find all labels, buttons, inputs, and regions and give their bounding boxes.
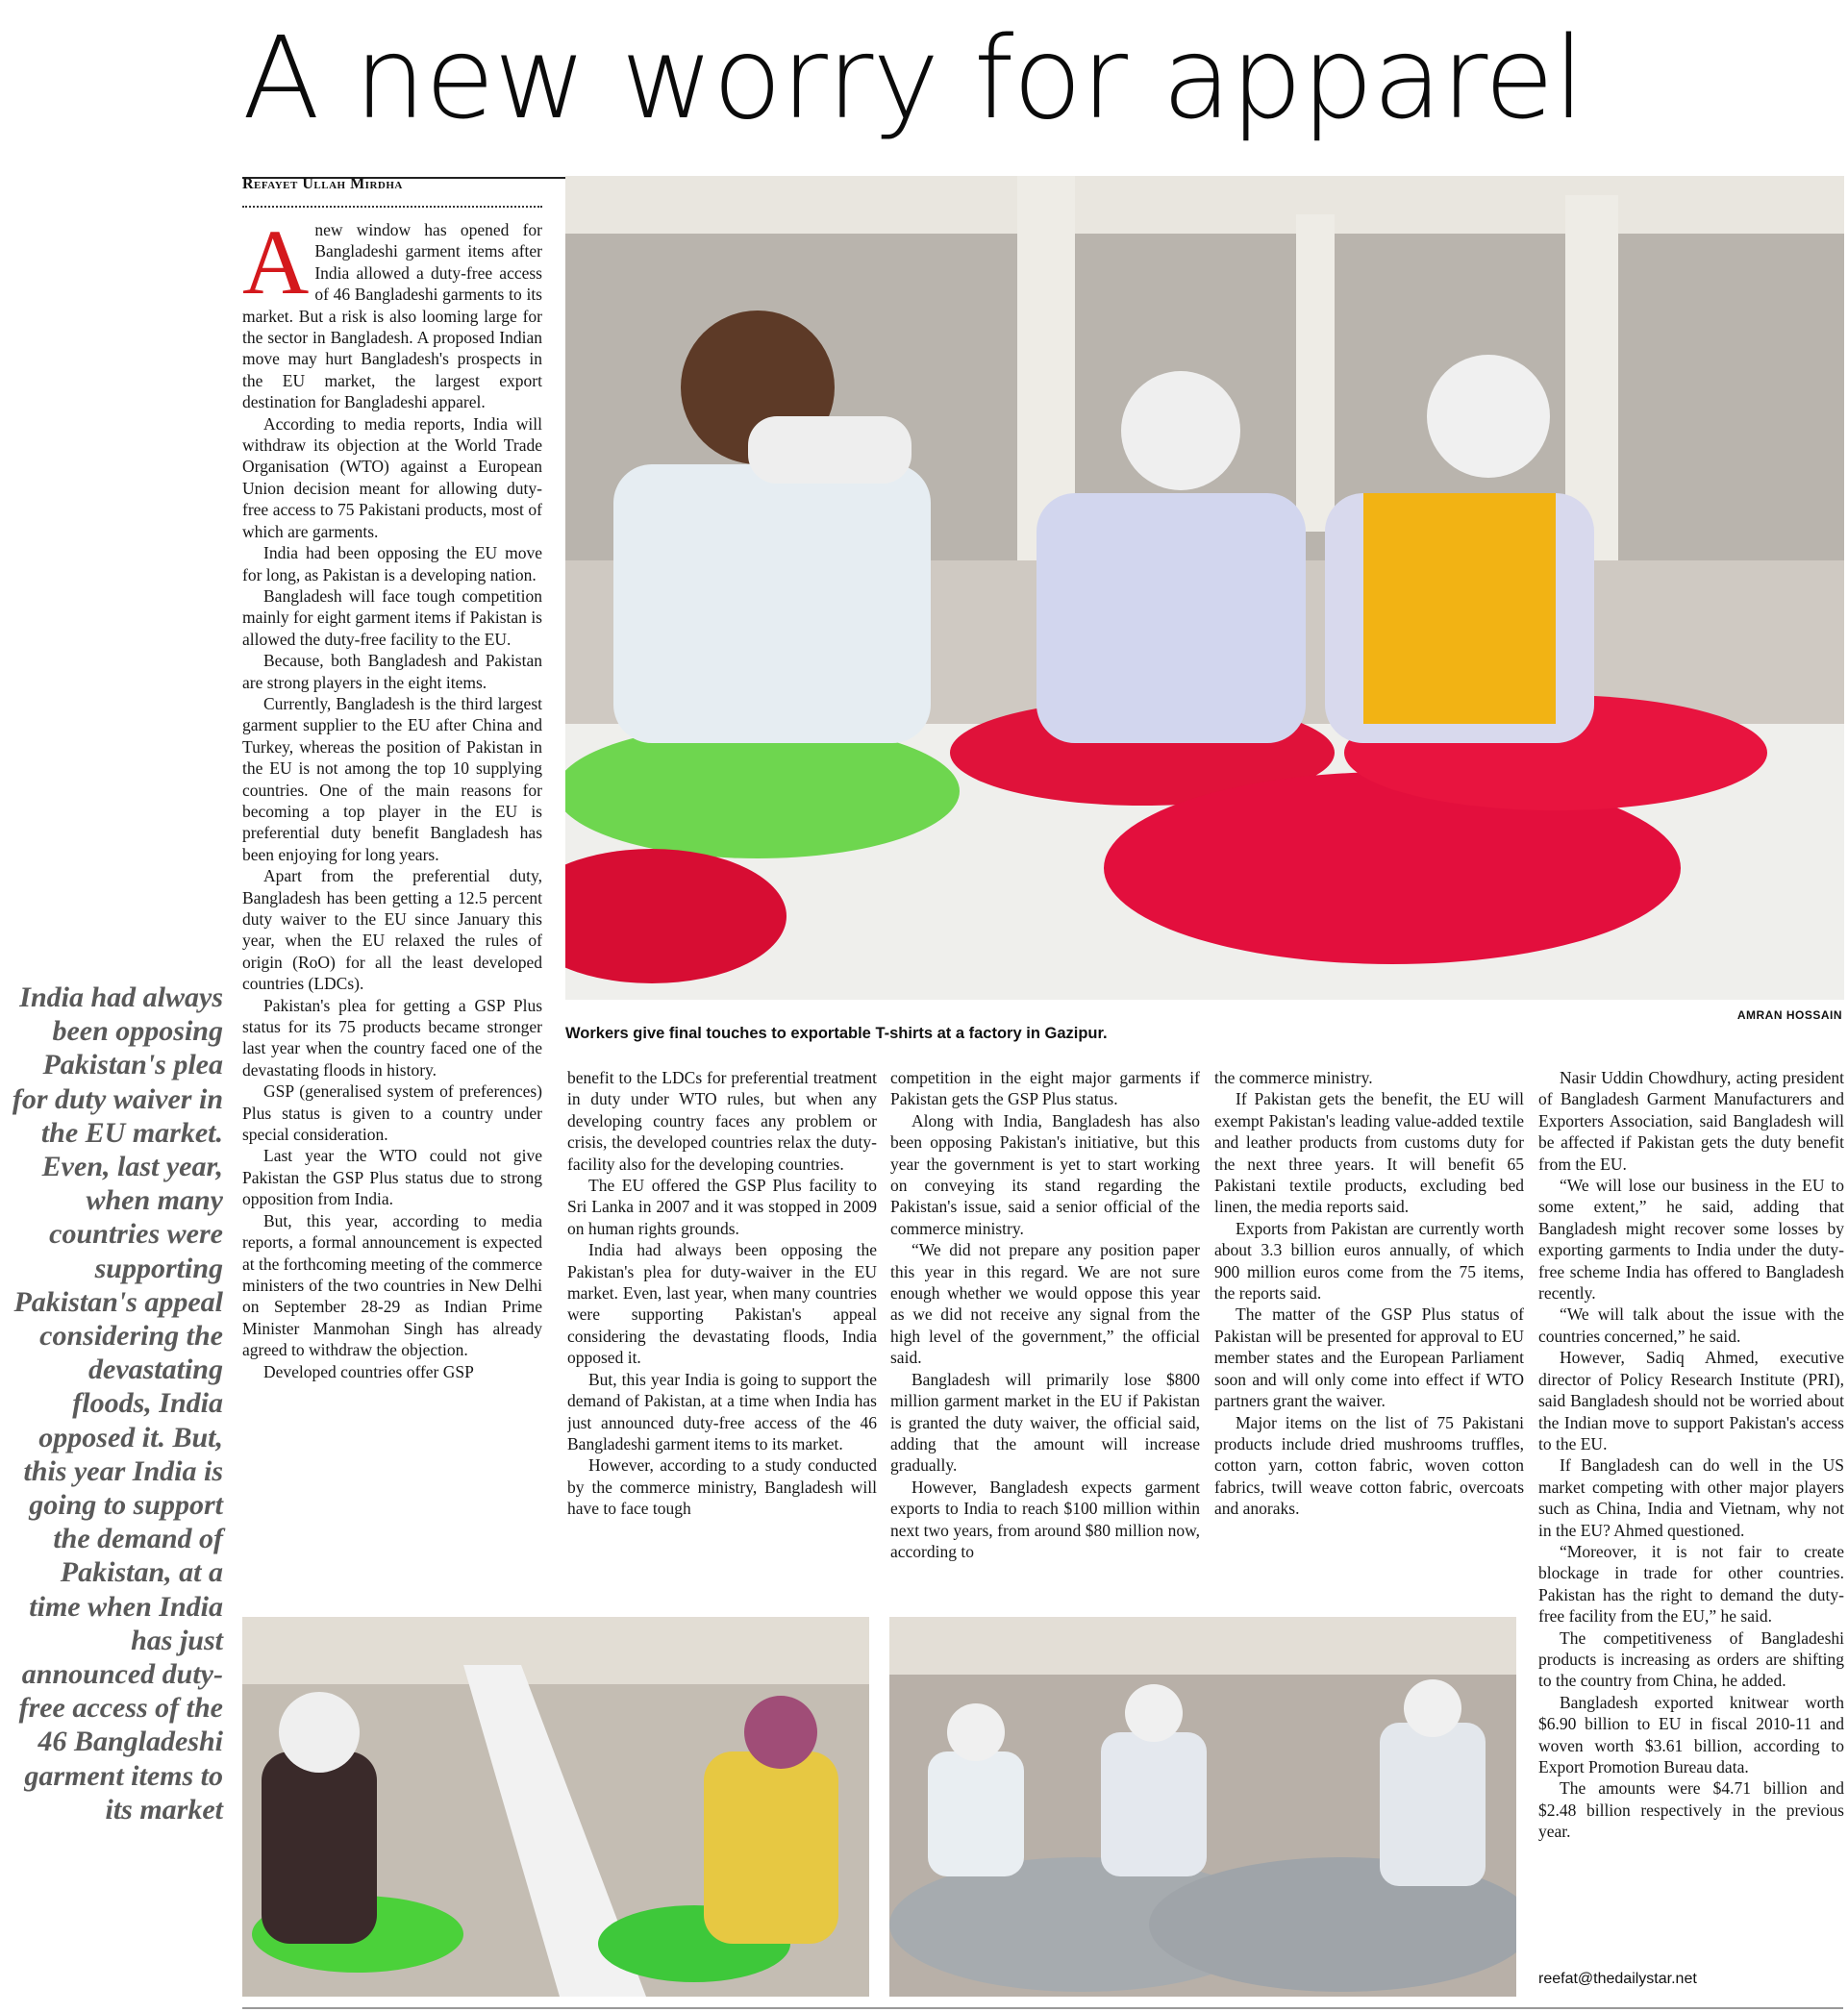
byline-dotted-rule (242, 206, 542, 208)
column-1-paragraph: GSP (generalised system of preferences) Plus status is given to a country under special consideration. (242, 1081, 542, 1145)
column-4-paragraphs (1214, 1067, 1524, 1520)
column-5-paragraph: If Bangladesh can do well in the US market competing with other major players such as China, India and Vietnam, why not in the EU? Ahmed questioned. (1538, 1455, 1844, 1540)
lead-text: new window has opened for Bangladeshi garment items after India allowed a duty-free access of 46 Bangladeshi garments to its market. But a risk is also looming large for the sector in Bangladesh. A proposed Indian move may hurt Bangladesh's prospects in the EU market, the largest export destination for Bangladeshi apparel. (242, 220, 542, 412)
column-1-paragraph: Currently, Bangladesh is the third largest garment supplier to the EU after China and Turkey, whereas the position of Pakistan in the EU is not among the top 10 supplying countries. One of the main reasons for becoming a top player in the EU is preferential duty benefit Bangladesh has been enjoying for long years. (242, 693, 542, 864)
column-4-paragraph: the commerce ministry. (1214, 1068, 1373, 1087)
column-3-paragraph: competition in the eight major garments if Pakistan gets the GSP Plus status. (890, 1068, 1200, 1109)
column-5-paragraph: “We will talk about the issue with the countries concerned,” he said. (1538, 1304, 1844, 1346)
column-2-paragraph: benefit to the LDCs for preferential treatment in duty under WTO rules, but when any developing country faces any problem or crisis, the developed countries relax the duty-facility also for the developing countries. (567, 1068, 877, 1174)
column-3-paragraphs (890, 1067, 1200, 1562)
column-5-paragraph: Bangladesh exported knitwear worth $6.90 billion to EU in fiscal 2010-11 and woven worth $3.61 billion, according to Export Promotion Bureau data. (1538, 1692, 1844, 1776)
column-1-paragraph: Pakistan's plea for getting a GSP Plus status for its 75 products became stronger last year when the country faced one of the devastating floods in history. (242, 995, 542, 1080)
column-5-paragraphs (1538, 1067, 1844, 1843)
drop-cap: A (242, 219, 310, 313)
column-2-paragraph: However, according to a study conducted by the commerce ministry, Bangladesh will have to face tough (567, 1455, 877, 1519)
main-photo-factory-workers (565, 176, 1844, 1000)
photo-caption: Workers give final touches to exportable T-shirts at a factory in Gazipur. (565, 1025, 1108, 1042)
column-5-paragraph: “We will lose our business in the EU to some extent,” he said, adding that Bangladesh might recover some losses by exporting garments to India under the duty-free scheme India has offered to Bangladesh recently. (1538, 1176, 1844, 1304)
article-column-2 (567, 1067, 877, 1596)
bottom-right-photo-grey-shirts (889, 1617, 1516, 1997)
article-column-1 (242, 219, 542, 1596)
article-column-4 (1214, 1067, 1524, 1596)
column-4-paragraph: Exports from Pakistan are currently worth about 3.3 billion euros annually, of which 900 million euros come from the 75 items, the reports said. (1214, 1218, 1524, 1304)
column-4-paragraph: The matter of the GSP Plus status of Pakistan will be presented for approval to EU member states and the European Parliament soon and will only come into effect if WTO partners grant the waiver. (1214, 1304, 1524, 1411)
article-column-3 (890, 1067, 1200, 1596)
column-1-paragraph: Last year the WTO could not give Pakistan the GSP Plus status due to strong opposition from India. (242, 1146, 542, 1209)
column-5-paragraph: The competitiveness of Bangladeshi products is increasing as orders are shifting to the country from China, he added. (1538, 1627, 1844, 1691)
column-3-paragraph: Bangladesh will primarily lose $800 million garment market in the EU if Pakistan is granted the duty waiver, the official said, adding that the amount will increase gradually. (890, 1369, 1200, 1476)
column-3-paragraph: However, Bangladesh expects garment exports to India to reach $100 million within next two years, from around $80 million now, according to (890, 1477, 1200, 1561)
pull-quote: India had always been opposing Pakistan's plea for duty waiver in the EU market. Even, last year, when many countries were supporting Pakistan's appeal considering the devastating floods, India opposed it. But, this year India is going to support the demand of Pakistan, at a time when India has just announced duty-free access of the 46 Bangladeshi garment items to its market (12, 981, 223, 1826)
column-5-paragraph: The amounts were $4.71 billion and $2.48 billion respectively in the previous year. (1538, 1778, 1844, 1842)
column-1-paragraph: Developed countries offer GSP (263, 1361, 474, 1381)
column-2-paragraph: India had always been opposing the Pakistan's plea for duty-waiver in the EU market. Even, last year, when many countries were supporting Pakistan's appeal considering the devastating floods, India opposed it. (567, 1240, 877, 1368)
column-5-paragraph: Nasir Uddin Chowdhury, acting president of Bangladesh Garment Manufacturers and Exporters Association, said Bangladesh will be affected if Pakistan gets the duty benefit from the EU. (1538, 1068, 1844, 1174)
column-1-paragraphs (242, 413, 542, 1382)
headline: A new worry for apparel (242, 12, 1585, 144)
column-4-paragraph: Major items on the list of 75 Pakistani products include dried mushrooms truffles, cotton yarn, cotton fabric, woven cotton fabrics, twill weave cotton fabric, overcoats and anoraks. (1214, 1412, 1524, 1519)
column-3-paragraph: Along with India, Bangladesh has also been opposing Pakistan's initiative, but this year the government is yet to start working on conveying its stand regarding the Pakistan's issue, said a senior official of the commerce ministry. (890, 1110, 1200, 1238)
article-column-5 (1538, 1067, 1844, 1951)
column-5-paragraph: However, Sadiq Ahmed, executive director of Policy Research Institute (PRI), said Bangladesh should not be worried about the Indian move to support Pakistan's access to the EU. (1538, 1348, 1844, 1453)
column-1-paragraph: Apart from the preferential duty, Bangladesh has been getting a 12.5 percent duty waiver to the EU since January this year, when the EU relaxed the rules of origin (RoO) for all the least developed countries (LDCs). (242, 866, 542, 994)
column-1-paragraph: According to media reports, India will withdraw its objection at the World Trade Organisation (WTO) against a European Union decision meant for allowing duty-free access to 75 Pakistani products, most of which are garments. (242, 413, 542, 541)
column-3-paragraph: “We did not prepare any position paper this year in this regard. We are not sure enough whether we would oppose this year as we did not receive any signal from the high level of the government,” the official said. (890, 1240, 1200, 1368)
column-4-paragraph: If Pakistan gets the benefit, the EU will exempt Pakistan's leading value-added textile and leather products from customs duty for the next three years. It will benefit 65 Pakistani textile products, excluding bed linen, the media reports said. (1214, 1089, 1524, 1217)
column-1-paragraph: Because, both Bangladesh and Pakistan are strong players in the eight items. (242, 651, 542, 692)
column-2-paragraphs (567, 1067, 877, 1520)
column-1-paragraph: Bangladesh will face tough competition mainly for eight garment items if Pakistan is allowed the duty-free facility to the EU. (242, 585, 542, 649)
photo-credit: AMRAN HOSSAIN (1736, 1008, 1842, 1022)
column-2-paragraph: But, this year India is going to support the demand of Pakistan, at a time when India has just announced duty-free access of the 46 Bangladeshi garment items to its market. (567, 1369, 877, 1453)
bottom-rule (242, 2007, 1843, 2009)
column-1-paragraph: But, this year, according to media reports, a formal announcement is expected at the forthcoming meeting of the commerce ministers of the two countries in New Delhi on September 28-29 as Indian Prime Minister Manmohan Singh has already agreed to withdraw the objection. (242, 1210, 542, 1360)
bottom-left-photo-sewing-line (242, 1617, 869, 1997)
author-email: reefat@thedailystar.net (1538, 1971, 1697, 1987)
column-2-paragraph: The EU offered the GSP Plus facility to Sri Lanka in 2007 and it was stopped in 2009 on human rights grounds. (567, 1176, 877, 1238)
column-5-paragraph: “Moreover, it is not fair to create blockage in trade for other countries. Pakistan has the right to demand the duty-free facility from the EU,” he said. (1538, 1541, 1844, 1627)
lead-paragraph (242, 219, 542, 413)
byline: Refayet Ullah Mirdha (242, 176, 403, 192)
column-1-paragraph: India had been opposing the EU move for long, as Pakistan is a developing nation. (242, 543, 542, 584)
